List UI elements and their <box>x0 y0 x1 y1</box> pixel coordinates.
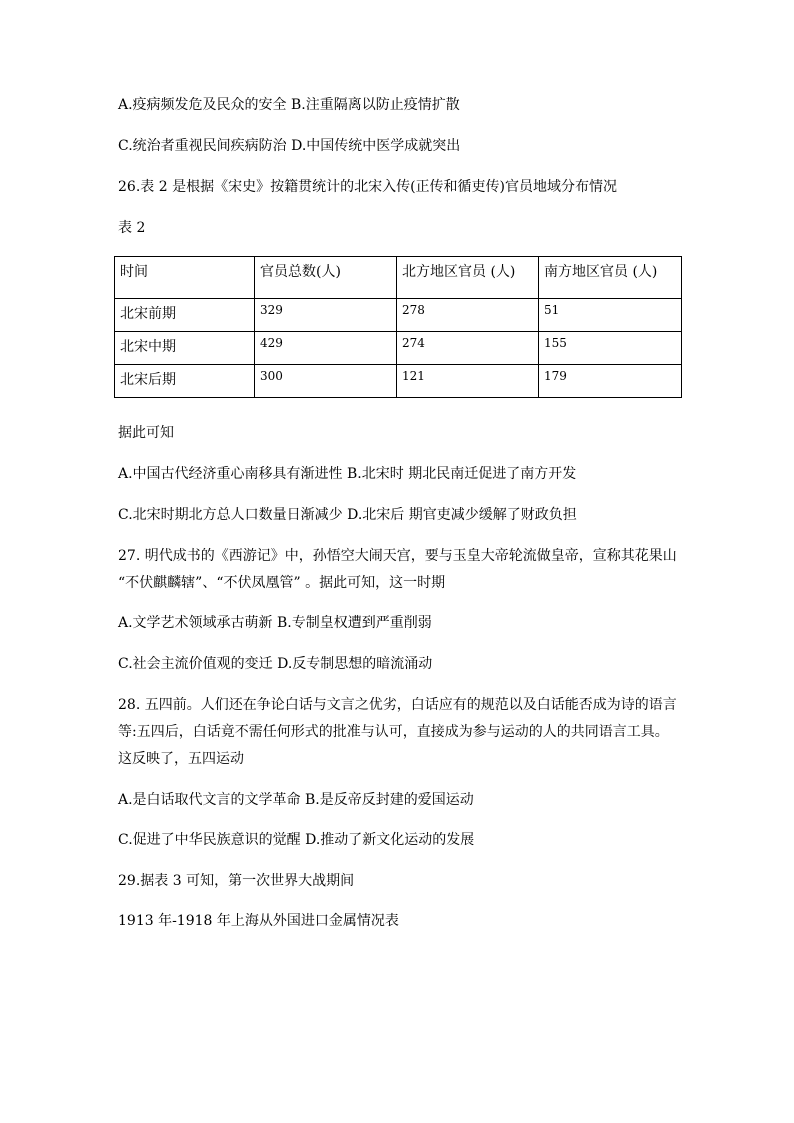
header-cell-south: 南方地区官员 (人) <box>539 257 682 299</box>
table-cell: 429 <box>255 332 397 365</box>
table-cell: 北宋中期 <box>115 332 255 365</box>
q25-options-cd: C.统治者重视民间疾病防治 D.中国传统中医学成就突出 <box>118 138 461 154</box>
table-row <box>115 365 682 398</box>
q27-stem-line2: “不伏麒麟辖”、“不伏凤凰管” 。据此可知，这一时期 <box>118 575 446 591</box>
table-cell: 155 <box>539 332 682 365</box>
q28-options-ab: A.是白话取代文言的文学革命 B.是反帝反封建的爱国运动 <box>118 792 474 808</box>
q25-options-ab: A.疫病频发危及民众的安全 B.注重隔离以防止疫情扩散 <box>118 97 460 113</box>
table-cell: 179 <box>539 365 682 398</box>
q29-table-title: 1913 年-1918 年上海从外国进口金属情况表 <box>118 913 399 929</box>
table-cell: 51 <box>539 299 682 332</box>
table-row <box>115 332 682 365</box>
q29-stem: 29.据表 3 可知，第一次世界大战期间 <box>118 873 355 889</box>
q28-options-cd: C.促进了中华民族意识的觉醒 D.推动了新文化运动的发展 <box>118 832 475 848</box>
table-cell: 278 <box>397 299 539 332</box>
q26-options-ab: A.中国古代经济重心南移具有渐进性 B.北宋时 期北民南迁促进了南方开发 <box>118 466 577 482</box>
q28-stem-line2: 等:五四后，白话竟不需任何形式的批准与认可，直接成为参与运动的人的共同语言工具。 <box>118 724 669 740</box>
q26-stem: 26.表 2 是根据《宋史》按籍贯统计的北宋入传(正传和循吏传)官员地域分布情况 <box>118 179 617 195</box>
table-header-row <box>115 257 682 299</box>
q28-stem-line1: 28. 五四前。人们还在争论白话与文言之优劣，白话应有的规范以及白话能否成为诗的语言 <box>118 697 677 713</box>
table-cell: 北宋前期 <box>115 299 255 332</box>
header-cell-time: 时间 <box>115 257 255 299</box>
q26-table-label: 表 2 <box>118 220 146 236</box>
table-cell: 北宋后期 <box>115 365 255 398</box>
header-cell-total: 官员总数(人) <box>255 257 397 299</box>
table-cell: 300 <box>255 365 397 398</box>
q27-options-ab: A.文学艺术领域承古萌新 B.专制皇权遭到严重削弱 <box>118 615 432 631</box>
q26-options-cd: C.北宋时期北方总人口数量日渐减少 D.北宋后 期官吏减少缓解了财政负担 <box>118 507 577 523</box>
official-distribution-table <box>114 256 682 398</box>
q26-after-text: 据此可知 <box>118 425 174 441</box>
table-cell: 329 <box>255 299 397 332</box>
table-cell: 274 <box>397 332 539 365</box>
q27-options-cd: C.社会主流价值观的变迁 D.反专制思想的暗流涌动 <box>118 656 433 672</box>
q27-stem-line1: 27. 明代成书的《西游记》中，孙悟空大闹天宫，要与玉皇大帝轮流做皇帝，宣称其花果山 <box>118 548 677 564</box>
q28-stem-line3: 这反映了，五四运动 <box>118 751 244 767</box>
header-cell-north: 北方地区官员 (人) <box>397 257 539 299</box>
table-row <box>115 299 682 332</box>
table-cell: 121 <box>397 365 539 398</box>
